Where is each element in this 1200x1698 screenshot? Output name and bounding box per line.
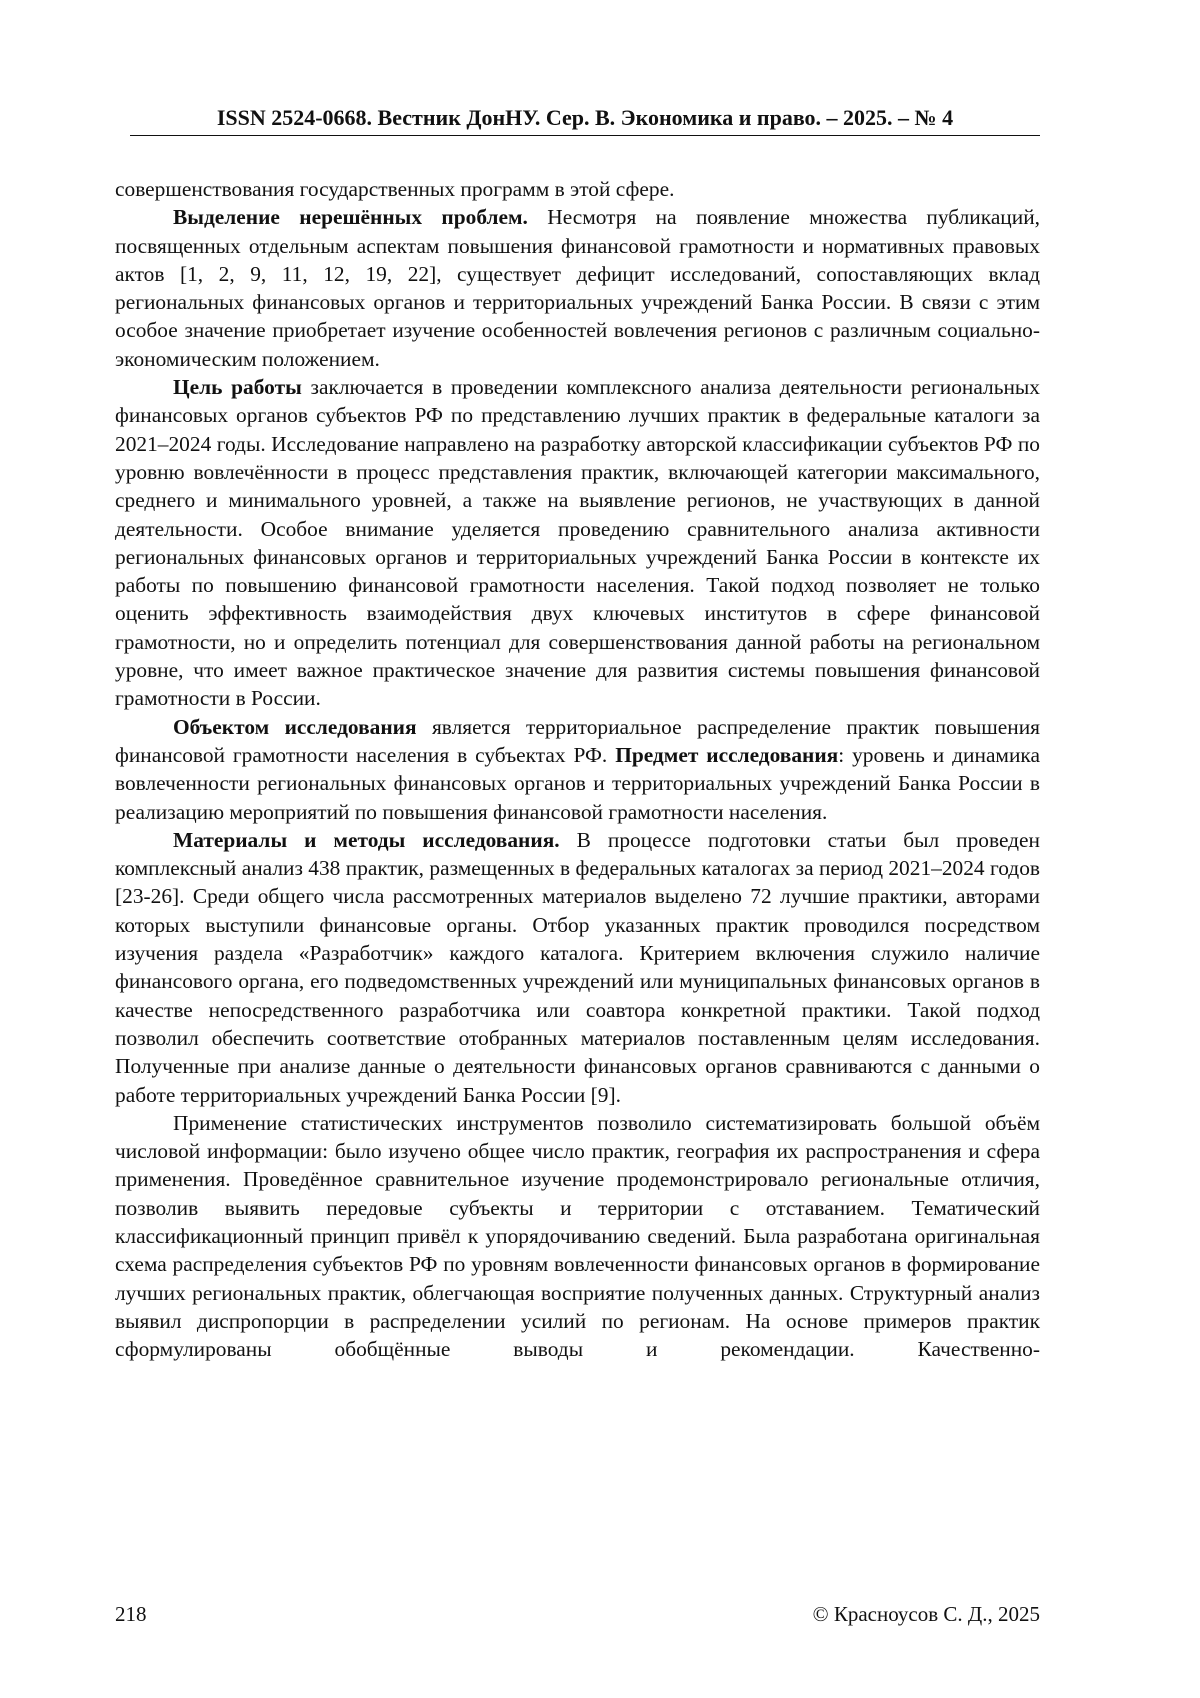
section-heading-unsolved-problems: Выделение нерешённых проблем. (173, 205, 528, 230)
running-header: ISSN 2524-0668. Вестник ДонНУ. Сер. В. Экономика и право. – 2025. – № 4 (216, 105, 954, 130)
page-number: 218 (115, 1602, 147, 1626)
section-heading-object: Объектом исследования (173, 714, 417, 739)
paragraph-text: : уровень и динамика вовлеченности региональных финансовых органов и территориальных учреждений Банка России в реализацию мероприятий по повышения финансовой грамотности населения. (115, 742, 1040, 824)
paragraph-text: является территориальное распределение практик повышения финансовой грамотности населения в субъектах РФ. (115, 714, 1040, 767)
section-heading-goal: Цель работы (173, 375, 302, 400)
section-heading-materials-methods: Материалы и методы исследования. (173, 827, 560, 852)
section-heading-subject: Предмет исследования (615, 742, 839, 767)
copyright-notice: © Красноусов С. Д., 2025 (812, 1602, 1040, 1626)
paragraph-text: заключается в проведении комплексного анализа деятельности региональных финансовых органов субъектов РФ по представлению лучших практик в федеральные каталоги за 2021–2024 годы. Исследование направлено на разработку авторской классификации субъектов РФ по уровню вовлечённости в процесс представления практик, включающей категории максимального, среднего и минимального уровней, а также на выявление регионов, не участвующих в данной деятельности. Особое внимание уделяется проведению сравнительного анализа активности региональных финансовых органов и территориальных учреждений Банка России в контексте их работы по повышению финансовой грамотности населения. Такой подход позволяет не только оценить эффективность взаимодействия двух ключевых институтов в сфере финансовой грамотности, но и определить потенциал для совершенствования данной работы на региональном уровне, что имеет важное практическое значение для развития системы повышения финансовой грамотности в России. (115, 375, 1040, 711)
paragraph-continuation: совершенствования государственных программ в этой сфере. (115, 177, 675, 201)
paragraph-materials-methods (115, 826, 1040, 1109)
paragraph-unsolved-problems (115, 203, 1040, 373)
paragraph-text: В процессе подготовки статьи был проведен комплексный анализ 438 практик, размещенных в федеральных каталогах за период 2021–2024 годов [23-26]. Среди общего числа рассмотренных материалов выделено 72 лучшие практики, авторами которых выступили финансовые органы. Отбор указанных практик проводился посредством изучения раздела «Разработчик» каждого каталога. Критерием включения служило наличие финансового органа, его подведомственных учреждений или муниципальных финансовых органов в качестве непосредственного разработчика или соавтора конкретной практики. Такой подход позволил обеспечить соответствие отобранных материалов поставленным целям исследования. Полученные при анализе данные о деятельности финансовых органов сравниваются с данными о работе территориальных учреждений Банка России [9]. (115, 827, 1041, 1107)
paragraph-statistics: Применение статистических инструментов позволило систематизировать большой объём числовой информации: было изучено общее число практик, география их распространения и сфера применения. Проведённое сравнительное изучение продемонстрировало региональные отличия, позволив выявить передовые субъекты и территории с отставанием. Тематический классификационный принцип привёл к упорядочиванию сведений. Была разработана оригинальная схема распределения субъектов РФ по уровням вовлеченности финансовых органов в формирование лучших региональных практик, облегчающая восприятие полученных данных. Структурный анализ выявил диспропорции в распределении усилий по регионам. На основе примеров практик сформулированы обобщённые выводы и рекомендации. Качественно- (115, 1110, 1040, 1362)
article-body (115, 175, 1040, 1363)
paragraph-goal (115, 373, 1040, 713)
header-rule (130, 135, 1040, 136)
paragraph-text: Несмотря на появление множества публикаций, посвященных отдельным аспектам повышения финансовой грамотности и нормативных правовых актов [1, 2, 9, 11, 12, 19, 22], существует дефицит исследований, сопоставляющих вклад региональных финансовых органов и территориальных учреждений Банка России. В связи с этим особое значение приобретает изучение особенностей вовлечения регионов с различным социально-экономическим положением. (115, 205, 1040, 371)
paragraph-object-subject (115, 713, 1040, 826)
